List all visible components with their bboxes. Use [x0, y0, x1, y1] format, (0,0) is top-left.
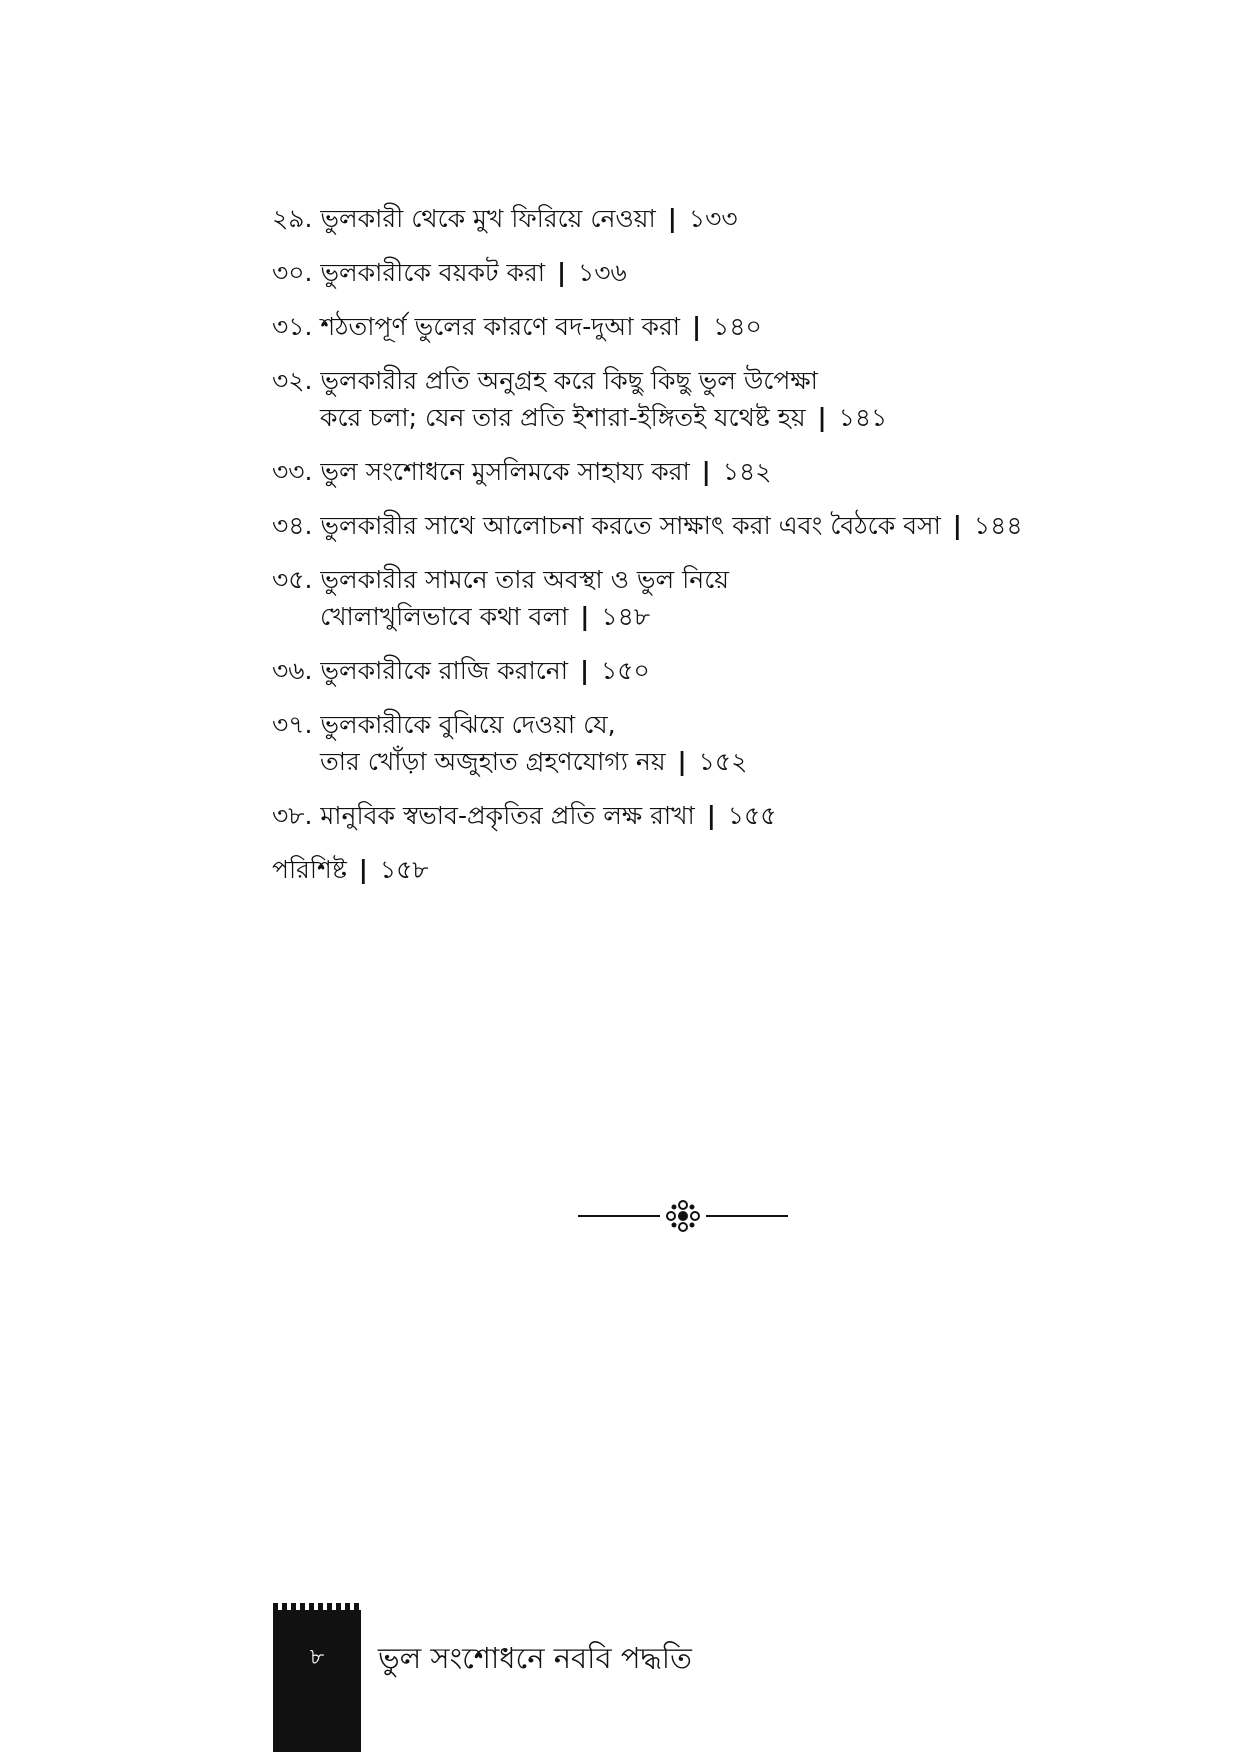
- toc-title: মানুবিক স্বভাব-প্রকৃতির প্রতি লক্ষ রাখা: [320, 801, 695, 830]
- toc-page: ১৩৩: [688, 204, 738, 233]
- toc-entry-29[interactable]: [272, 200, 1212, 237]
- toc-title: ভুলকারী থেকে মুখ ফিরিয়ে নেওয়া: [320, 204, 656, 233]
- toc-number: ৩৮.: [272, 801, 313, 830]
- toc-title-line2: করে চলা; যেন তার প্রতি ইশারা-ইঙ্গিতই যথেষ্ট হয়: [320, 403, 806, 432]
- toc-title: পরিশিষ্ট: [272, 855, 347, 884]
- toc-number: ৩১.: [272, 312, 313, 341]
- toc-separator: |: [952, 511, 962, 540]
- toc-separator: |: [358, 855, 368, 884]
- toc-page: ১৫২: [698, 747, 748, 776]
- toc-page: ১৪১: [838, 403, 888, 432]
- toc-page: ১৪৪: [973, 511, 1023, 540]
- toc-title: ভুল সংশোধনে মুসলিমকে সাহায্য করা: [320, 457, 690, 486]
- toc-page: ১৪২: [722, 457, 772, 486]
- toc-entry-38[interactable]: [272, 797, 1212, 834]
- ornament-divider-icon: [578, 1196, 788, 1236]
- page-number: ৮: [309, 1645, 325, 1670]
- toc-entry-35[interactable]: [272, 561, 1212, 635]
- toc-number: ৩০.: [272, 258, 313, 287]
- toc-entry-32[interactable]: [272, 362, 1212, 436]
- toc-title-line2: খোলাখুলিভাবে কথা বলা: [320, 602, 569, 631]
- toc-number: ৩৭.: [272, 710, 313, 739]
- toc-title: শঠতাপূর্ণ ভুলের কারণে বদ-দুআ করা: [320, 312, 680, 341]
- toc-entry-appendix[interactable]: [272, 851, 1212, 888]
- toc-number: ৩৪.: [272, 511, 313, 540]
- toc-number: ৩৬.: [272, 656, 313, 685]
- toc-entry-30[interactable]: [272, 254, 1212, 291]
- toc-page: ১৩৬: [578, 258, 627, 287]
- toc-number: ৩৫.: [272, 565, 313, 594]
- toc-number: ৩৩.: [272, 457, 313, 486]
- running-footer-title: ভুল সংশোধনে নববি পদ্ধতি: [378, 1641, 692, 1675]
- table-of-contents: [272, 200, 1212, 905]
- toc-page: ১৫০: [601, 656, 650, 685]
- toc-title-line2: তার খোঁড়া অজুহাত গ্রহণযোগ্য নয়: [320, 747, 666, 776]
- toc-separator: |: [817, 403, 827, 432]
- toc-entry-36[interactable]: [272, 652, 1212, 689]
- toc-separator: |: [580, 602, 590, 631]
- toc-title: ভুলকারীকে বুঝিয়ে দেওয়া যে,: [320, 710, 616, 739]
- toc-separator: |: [691, 312, 702, 341]
- toc-separator: |: [701, 457, 711, 486]
- toc-page: ১৪০: [713, 312, 762, 341]
- toc-title: ভুলকারীকে রাজি করানো: [320, 656, 568, 685]
- toc-page: ১৫৮: [379, 855, 429, 884]
- toc-entry-34[interactable]: [272, 507, 1212, 544]
- toc-title: ভুলকারীর সাথে আলোচনা করতে সাক্ষাৎ করা এবং বৈঠকে বসা: [320, 511, 941, 540]
- toc-title: ভুলকারীকে বয়কট করা: [320, 258, 545, 287]
- toc-separator: |: [556, 258, 567, 287]
- toc-entry-33[interactable]: [272, 453, 1212, 490]
- toc-page: ১৫৫: [727, 801, 777, 830]
- toc-separator: |: [706, 801, 716, 830]
- toc-number: ৩২.: [272, 366, 313, 395]
- toc-separator: |: [677, 747, 687, 776]
- toc-separator: |: [579, 656, 590, 685]
- toc-page: ১৪৮: [601, 602, 651, 631]
- toc-separator: |: [667, 204, 677, 233]
- footer-page-block: [273, 1610, 361, 1752]
- toc-entry-31[interactable]: [272, 308, 1212, 345]
- toc-title: ভুলকারীর সামনে তার অবস্থা ও ভুল নিয়ে: [320, 565, 729, 594]
- toc-number: ২৯.: [272, 204, 313, 233]
- toc-title: ভুলকারীর প্রতি অনুগ্রহ করে কিছু কিছু ভুল উপেক্ষা: [320, 366, 818, 395]
- toc-entry-37[interactable]: [272, 706, 1212, 780]
